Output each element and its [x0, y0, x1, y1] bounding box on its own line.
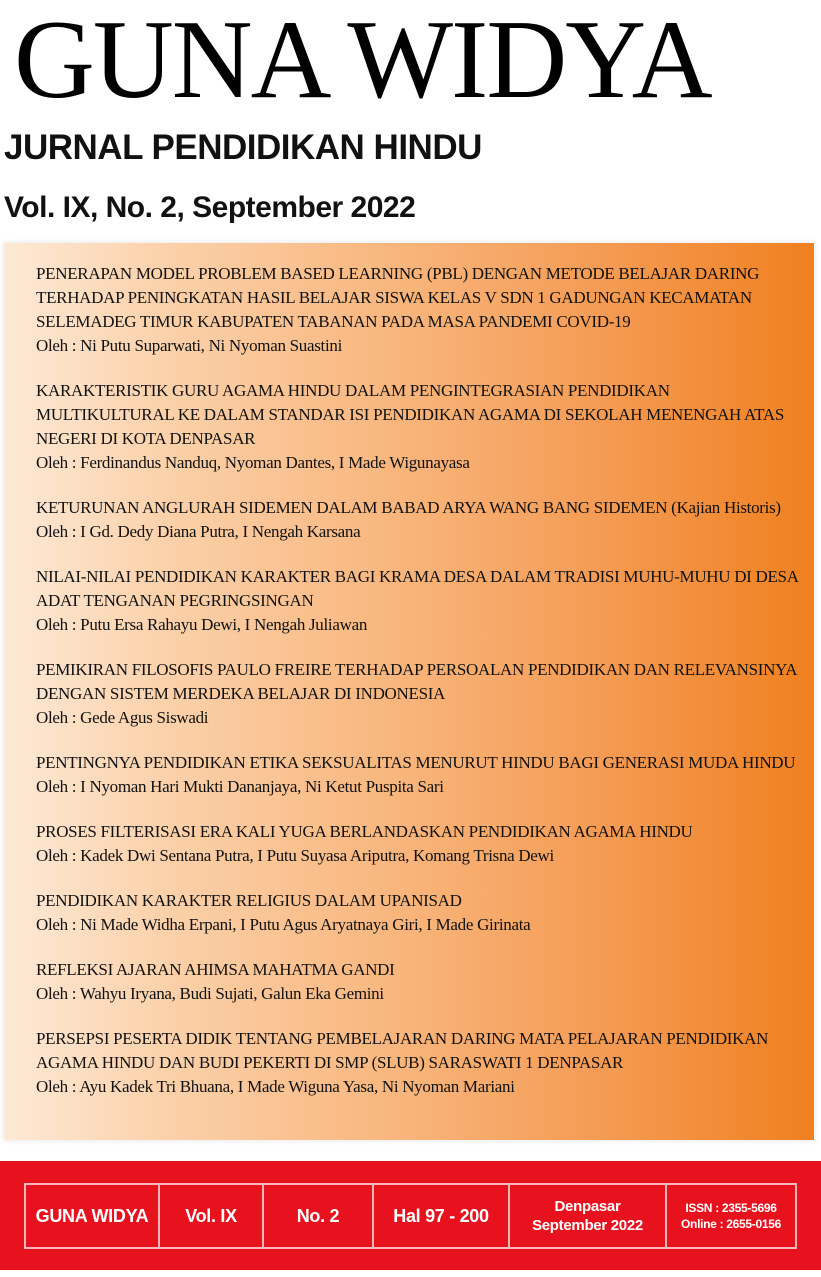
article-authors: Oleh : Gede Agus Siswadi	[36, 708, 209, 727]
footer-journal-name: GUNA WIDYA	[35, 1206, 149, 1226]
article-entry	[36, 820, 806, 868]
footer-number: No. 2	[296, 1206, 340, 1226]
footer-volume-cell	[160, 1185, 264, 1247]
footer-issn: ISSN : 2355-5696	[685, 1201, 777, 1215]
footer-volume: Vol. IX	[185, 1206, 237, 1226]
article-authors: Oleh : Ayu Kadek Tri Bhuana, I Made Wiguna Yasa, Ni Nyoman Mariani	[36, 1077, 515, 1096]
footer-journal-cell	[26, 1185, 160, 1247]
article-title: REFLEKSI AJARAN AHIMSA MAHATMA GANDI	[36, 960, 395, 979]
footer-online-issn: Online : 2655-0156	[681, 1217, 781, 1231]
article-title: KARAKTERISTIK GURU AGAMA HINDU DALAM PENGINTEGRASIAN PENDIDIKAN MULTIKULTURAL KE DALAM STANDAR ISI PENDIDIKAN AGAMA DI SEKOLAH MENENGAH ATAS NEGERI DI KOTA DENPASAR	[36, 381, 784, 448]
article-authors: Oleh : Ferdinandus Nanduq, Nyoman Dantes, I Made Wigunayasa	[36, 453, 470, 472]
article-entry	[36, 496, 806, 544]
article-title: NILAI-NILAI PENDIDIKAN KARAKTER BAGI KRAMA DESA DALAM TRADISI MUHU-MUHU DI DESA ADAT TENGANAN PEGRINGSINGAN	[36, 567, 798, 610]
journal-subtitle: JURNAL PENDIDIKAN HINDU	[4, 128, 482, 167]
article-authors: Oleh : I Nyoman Hari Mukti Dananjaya, Ni Ketut Puspita Sari	[36, 777, 444, 796]
footer-pages: Hal 97 - 200	[393, 1206, 489, 1226]
article-entry	[36, 1027, 806, 1099]
article-entry	[36, 262, 806, 358]
article-title: PERSEPSI PESERTA DIDIK TENTANG PEMBELAJARAN DARING MATA PELAJARAN PENDIDIKAN AGAMA HINDU DAN BUDI PEKERTI DI SMP (SLUB) SARASWATI 1 DENPASAR	[36, 1029, 769, 1072]
article-title: PEMIKIRAN FILOSOFIS PAULO FREIRE TERHADAP PERSOALAN PENDIDIKAN DAN RELEVANSINYA DENGAN SISTEM MERDEKA BELAJAR DI INDONESIA	[36, 660, 797, 703]
article-authors: Oleh : Ni Putu Suparwati, Ni Nyoman Suastini	[36, 336, 343, 355]
article-entry	[36, 379, 806, 475]
footer-date: September 2022	[532, 1217, 643, 1234]
article-title: PROSES FILTERISASI ERA KALI YUGA BERLANDASKAN PENDIDIKAN AGAMA HINDU	[36, 822, 693, 841]
article-title: KETURUNAN ANGLURAH SIDEMEN DALAM BABAD ARYA WANG BANG SIDEMEN (Kajian Historis)	[36, 498, 781, 517]
footer-number-cell	[264, 1185, 374, 1247]
article-title: PENTINGNYA PENDIDIKAN ETIKA SEKSUALITAS MENURUT HINDU BAGI GENERASI MUDA HINDU	[36, 753, 796, 772]
footer-info-table	[24, 1183, 797, 1249]
article-entry	[36, 658, 806, 730]
issue-info: Vol. IX, No. 2, September 2022	[4, 191, 416, 224]
article-authors: Oleh : I Gd. Dedy Diana Putra, I Nengah Karsana	[36, 522, 361, 541]
footer-pages-cell	[374, 1185, 510, 1247]
article-title: PENDIDIKAN KARAKTER RELIGIUS DALAM UPANISAD	[36, 891, 462, 910]
article-authors: Oleh : Ni Made Widha Erpani, I Putu Agus Aryatnaya Giri, I Made Girinata	[36, 915, 531, 934]
journal-title: GUNA WIDYA	[14, 0, 711, 122]
article-entry	[36, 889, 806, 937]
footer-place-date-cell	[510, 1185, 667, 1247]
footer-city: Denpasar	[554, 1198, 621, 1215]
table-of-contents	[36, 262, 806, 1120]
article-entry	[36, 958, 806, 1006]
footer-issn-cell	[667, 1185, 795, 1247]
article-entry	[36, 565, 806, 637]
article-title: PENERAPAN MODEL PROBLEM BASED LEARNING (PBL) DENGAN METODE BELAJAR DARING TERHADAP PENINGKATAN HASIL BELAJAR SISWA KELAS V SDN 1 GADUNGAN KECAMATAN SELEMADEG TIMUR KABUPATEN TABANAN PADA MASA PANDEMI COVID-19	[36, 264, 760, 331]
article-entry	[36, 751, 806, 799]
article-authors: Oleh : Putu Ersa Rahayu Dewi, I Nengah Juliawan	[36, 615, 368, 634]
article-authors: Oleh : Kadek Dwi Sentana Putra, I Putu Suyasa Ariputra, Komang Trisna Dewi	[36, 846, 554, 865]
article-authors: Oleh : Wahyu Iryana, Budi Sujati, Galun Eka Gemini	[36, 984, 384, 1003]
